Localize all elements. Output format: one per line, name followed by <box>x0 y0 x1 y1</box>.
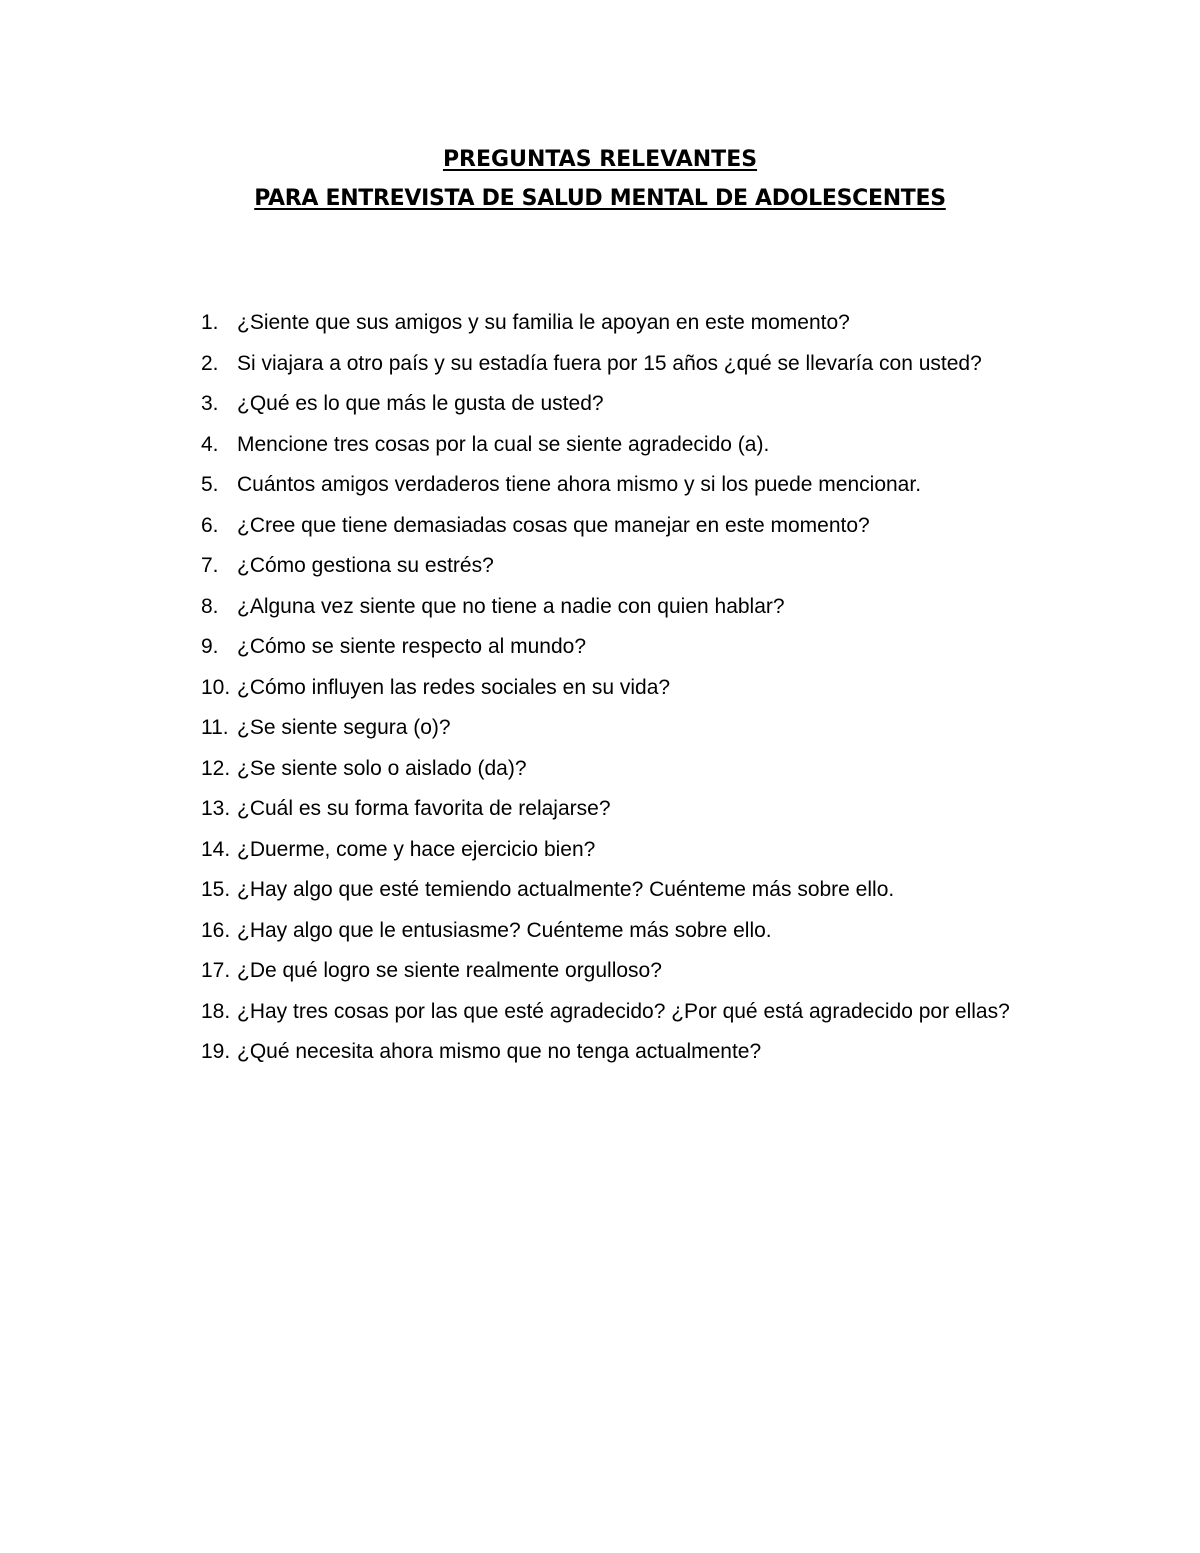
question-list <box>0 303 1200 1073</box>
question-text: ¿Qué necesita ahora mismo que no tenga actualmente? <box>237 1040 762 1063</box>
question-item <box>0 749 1027 790</box>
question-item <box>0 627 1027 668</box>
question-item <box>0 830 1027 871</box>
question-item <box>0 425 1027 466</box>
question-text: ¿Cómo se siente respecto al mundo? <box>237 635 587 658</box>
question-item <box>0 992 1027 1033</box>
question-number: 17. <box>201 959 231 982</box>
question-text: ¿Hay algo que le entusiasme? Cuénteme más sobre ello. <box>237 918 772 942</box>
question-number: 19. <box>201 1040 231 1063</box>
question-number: 12. <box>201 756 231 780</box>
question-number: 2. <box>201 351 219 375</box>
question-number: 7. <box>201 554 219 577</box>
question-text: ¿Cree que tiene demasiadas cosas que manejar en este momento? <box>237 513 870 537</box>
question-number: 14. <box>201 837 231 861</box>
question-text: Mencione tres cosas por la cual se siente agradecido (a). <box>237 432 770 456</box>
question-number: 16. <box>201 918 231 942</box>
question-number: 11. <box>201 716 229 739</box>
question-text: ¿De qué logro se siente realmente orgulloso? <box>237 959 662 982</box>
question-number: 6. <box>201 513 219 537</box>
question-text: ¿Cómo gestiona su estrés? <box>237 554 494 577</box>
question-item <box>0 1032 1027 1073</box>
question-item <box>0 668 1027 709</box>
question-item <box>0 465 1027 506</box>
question-item <box>0 789 1027 830</box>
question-item <box>0 384 1027 425</box>
question-item <box>0 546 1027 587</box>
question-text: ¿Siente que sus amigos y su familia le apoyan en este momento? <box>237 311 850 334</box>
question-item <box>0 587 1027 628</box>
question-text: ¿Se siente solo o aislado (da)? <box>237 756 527 780</box>
question-number: 5. <box>201 473 219 496</box>
question-number: 13. <box>201 797 231 820</box>
question-number: 3. <box>201 392 219 415</box>
question-number: 10. <box>201 675 231 699</box>
question-text: ¿Qué es lo que más le gusta de usted? <box>237 392 604 415</box>
question-text: ¿Hay tres cosas por las que esté agradecido? ¿Por qué está agradecido por ellas? <box>237 999 1010 1023</box>
question-item <box>0 506 1027 547</box>
question-text: ¿Cómo influyen las redes sociales en su vida? <box>237 675 671 699</box>
question-item <box>0 344 1027 385</box>
document-subtitle: PARA ENTREVISTA DE SALUD MENTAL DE ADOLESCENTES <box>254 186 946 211</box>
question-item <box>0 911 1027 952</box>
question-number: 9. <box>201 635 219 658</box>
question-text: ¿Cuál es su forma favorita de relajarse? <box>237 797 611 820</box>
question-text: Cuántos amigos verdaderos tiene ahora mismo y si los puede mencionar. <box>237 473 922 496</box>
question-text: ¿Se siente segura (o)? <box>237 716 451 739</box>
document-title: PREGUNTAS RELEVANTES <box>442 147 758 172</box>
question-number: 4. <box>201 432 219 456</box>
question-number: 1. <box>201 311 219 334</box>
question-text: ¿Hay algo que esté temiendo actualmente? Cuénteme más sobre ello. <box>237 878 895 901</box>
question-item <box>0 303 1027 344</box>
question-number: 15. <box>201 878 231 901</box>
question-text: ¿Duerme, come y hace ejercicio bien? <box>237 837 596 861</box>
question-text: Si viajara a otro país y su estadía fuera por 15 años ¿qué se llevaría con usted? <box>237 351 982 375</box>
question-item <box>0 708 1027 749</box>
question-text: ¿Alguna vez siente que no tiene a nadie con quien hablar? <box>237 594 785 618</box>
question-number: 8. <box>201 594 219 618</box>
question-item <box>0 951 1027 992</box>
question-number: 18. <box>201 999 231 1023</box>
question-item <box>0 870 1027 911</box>
